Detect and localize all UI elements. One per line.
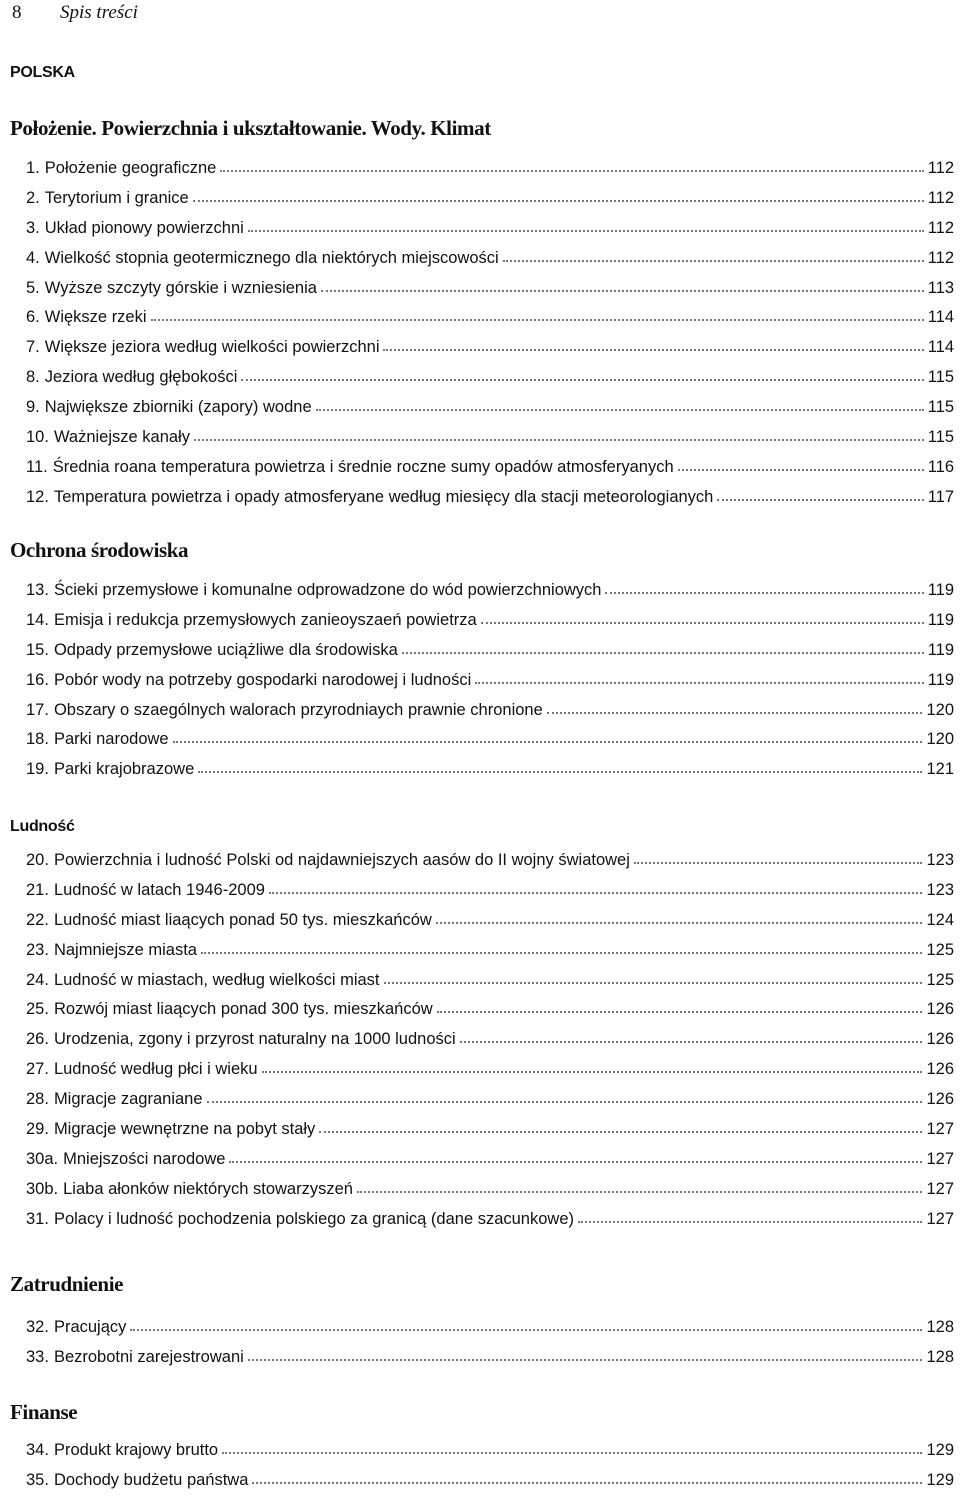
toc-entry-number: 32. — [26, 1318, 49, 1336]
toc-entry-number: 1. — [26, 159, 40, 177]
dot-leader — [248, 230, 924, 232]
toc-entry-number: 6. — [26, 308, 40, 327]
toc-entry[interactable] — [26, 1030, 954, 1060]
toc-entry-page: 115 — [927, 428, 954, 447]
toc-entry-number: 31. — [26, 1209, 49, 1228]
toc-entry[interactable] — [26, 308, 954, 338]
dot-leader — [130, 1329, 922, 1331]
toc-entry-page: 121 — [926, 760, 954, 779]
dot-leader — [717, 499, 923, 501]
dot-leader — [201, 952, 922, 954]
dot-leader — [173, 741, 923, 743]
section-entry-list — [26, 1318, 954, 1378]
toc-entry-page: 113 — [927, 278, 954, 297]
toc-entry-page: 119 — [927, 581, 954, 599]
toc-entry-title: Ścieki przemysłowe i komunalne odprowadzone do wód powierzchniowych — [53, 581, 602, 599]
toc-entry-label — [26, 611, 477, 630]
dot-leader — [316, 409, 924, 411]
toc-entry-number: 8. — [26, 368, 40, 387]
toc-entry-title: Bezrobotni zarejestrowani — [53, 1347, 244, 1366]
toc-entry-page: 120 — [926, 730, 954, 749]
toc-entry-page: 125 — [926, 940, 954, 959]
toc-entry-label — [26, 701, 543, 720]
toc-entry-page: 127 — [926, 1120, 954, 1139]
toc-entry-number: 22. — [26, 910, 49, 929]
toc-entry-page: 126 — [926, 1060, 954, 1079]
dot-leader — [193, 200, 924, 202]
toc-entry-title: Emisja i redukcja przemysłowych zanieoyszaeń powietrza — [53, 610, 477, 629]
toc-entry-title: Powierzchnia i ludność Polski od najdawniejszych aasów do II wojny światowej — [53, 851, 630, 869]
toc-entry-number: 24. — [26, 970, 49, 989]
toc-entry-title: Najmniejsze miasta — [53, 940, 197, 959]
dot-leader — [269, 892, 923, 894]
toc-entry-number: 20. — [26, 851, 49, 869]
toc-entry-page: 128 — [926, 1347, 954, 1366]
toc-entry-label — [26, 428, 190, 447]
toc-entry[interactable] — [26, 1180, 954, 1210]
dot-leader — [319, 1131, 922, 1133]
toc-entry-title: Większe rzeki — [44, 308, 147, 327]
toc-entry-label — [26, 368, 237, 387]
toc-entry-number: 26. — [26, 1030, 49, 1049]
toc-entry[interactable] — [26, 1120, 954, 1150]
toc-entry-title: Terytorium i granice — [44, 188, 189, 207]
toc-entry-title: Ludność w miastach, według wielkości miast — [53, 970, 380, 989]
toc-entry-label — [26, 851, 630, 870]
toc-entry-label — [26, 1441, 218, 1460]
dot-leader — [437, 1011, 923, 1013]
dot-leader — [605, 592, 923, 594]
toc-entry[interactable] — [26, 1441, 954, 1471]
dot-leader — [503, 260, 924, 262]
toc-entry[interactable] — [26, 398, 954, 428]
toc-entry-number: 7. — [26, 338, 40, 357]
toc-entry-title: Polacy i ludność pochodzenia polskiego za granicą (dane szacunkowe) — [53, 1209, 575, 1228]
toc-entry-page: 115 — [927, 368, 954, 387]
toc-entry-title: Układ pionowy powierzchni — [44, 218, 244, 237]
dot-leader — [678, 469, 924, 471]
section-heading: Położenie. Powierzchnia i ukształtowanie. Wody. Klimat — [10, 116, 491, 140]
toc-entry-title: Pobór wody na potrzeby gospodarki narodowej i ludności — [53, 670, 472, 689]
toc-entry-number: 2. — [26, 188, 40, 207]
toc-entry-page: 127 — [926, 1149, 954, 1168]
toc-entry-number: 15. — [26, 640, 49, 659]
toc-entry-title: Liaba ałonków niektórych stowarzyszeń — [63, 1179, 353, 1198]
section-entry-list — [26, 159, 954, 518]
toc-entry[interactable] — [26, 1000, 954, 1030]
toc-entry-label — [26, 1000, 433, 1019]
toc-entry-label — [26, 911, 432, 930]
toc-entry-page: 117 — [927, 487, 954, 506]
toc-entry-page: 128 — [926, 1318, 954, 1336]
toc-entry-title: Ludność w latach 1946-2009 — [53, 880, 265, 899]
toc-entry-number: 13. — [26, 581, 49, 599]
toc-entry[interactable] — [26, 730, 954, 760]
dot-leader — [222, 1452, 922, 1454]
toc-entry-label — [26, 641, 398, 660]
toc-entry[interactable] — [26, 671, 954, 701]
toc-entry-page: 119 — [927, 640, 954, 659]
toc-entry-label — [26, 458, 674, 477]
toc-entry-page: 116 — [927, 457, 954, 476]
toc-entry-label — [26, 1318, 126, 1337]
toc-entry-label — [26, 488, 713, 507]
toc-entry-number: 30a. — [26, 1149, 59, 1168]
toc-entry-label — [26, 1030, 456, 1049]
toc-entry[interactable] — [26, 249, 954, 279]
toc-entry-page: 126 — [926, 1090, 954, 1109]
toc-entry-label — [26, 219, 244, 238]
toc-entry-label — [26, 971, 380, 990]
dot-leader — [357, 1191, 923, 1193]
section-heading: Ludność — [10, 818, 75, 835]
dot-leader — [252, 1482, 922, 1484]
toc-entry-title: Migracje zagraniane — [53, 1090, 203, 1109]
toc-entry-label — [26, 1348, 244, 1367]
dot-leader — [207, 1101, 923, 1103]
dot-leader — [578, 1221, 922, 1223]
toc-entry-page: 129 — [926, 1470, 954, 1489]
toc-entry-title: Średnia roana temperatura powietrza i średnie roczne sumy opadów atmosferyanych — [52, 457, 674, 476]
toc-entry-title: Jeziora według głębokości — [44, 368, 238, 387]
page-header — [12, 0, 138, 26]
dot-leader — [436, 922, 923, 924]
toc-entry[interactable] — [26, 488, 954, 518]
toc-entry-number: 35. — [26, 1470, 49, 1489]
toc-entry-label — [26, 249, 499, 268]
toc-entry-title: Wyższe szczyty górskie i wzniesienia — [44, 278, 317, 297]
toc-entry-number: 28. — [26, 1090, 49, 1109]
dot-leader — [248, 1359, 923, 1361]
toc-entry[interactable] — [26, 911, 954, 941]
toc-entry-number: 14. — [26, 610, 49, 629]
toc-entry-page: 126 — [926, 1000, 954, 1019]
toc-entry[interactable] — [26, 1471, 954, 1501]
toc-entry-page: 114 — [927, 338, 954, 357]
dot-leader — [241, 379, 923, 381]
dot-leader — [384, 982, 923, 984]
toc-entry-number: 23. — [26, 940, 49, 959]
toc-entry-number: 19. — [26, 760, 49, 779]
toc-entry-label — [26, 1150, 225, 1169]
toc-entry-page: 123 — [926, 851, 954, 869]
toc-entry-title: Migracje wewnętrzne na pobyt stały — [53, 1120, 316, 1139]
toc-entry[interactable] — [26, 701, 954, 731]
toc-entry-title: Urodzenia, zgony i przyrost naturalny na 1000 ludności — [53, 1030, 456, 1049]
page-number: 8 — [12, 2, 22, 23]
toc-entry-number: 5. — [26, 278, 40, 297]
section-heading: Ochrona środowiska — [10, 538, 189, 562]
toc-entry-number: 29. — [26, 1120, 49, 1139]
toc-entry[interactable] — [26, 219, 954, 249]
dot-leader — [198, 771, 922, 773]
toc-entry[interactable] — [26, 881, 954, 911]
toc-entry-label — [26, 1180, 353, 1199]
toc-entry[interactable] — [26, 189, 954, 219]
toc-entry-title: Rozwój miast liaących ponad 300 tys. mieszkańców — [53, 1000, 433, 1019]
toc-entry-page: 119 — [927, 670, 954, 689]
toc-entry-number: 10. — [26, 428, 49, 447]
toc-entry-number: 18. — [26, 730, 49, 749]
toc-entry-number: 12. — [26, 487, 49, 506]
dot-leader — [220, 170, 923, 172]
toc-entry[interactable] — [26, 971, 954, 1001]
toc-entry-title: Wielkość stopnia geotermicznego dla niektórych miejscowości — [44, 248, 499, 267]
toc-entry-page: 123 — [926, 880, 954, 899]
toc-entry-title: Dochody budżetu państwa — [53, 1470, 249, 1489]
toc-entry-title: Temperatura powietrza i opady atmosferyane według miesięcy dla stacji meteorologianych — [53, 487, 714, 506]
toc-entry[interactable] — [26, 1348, 954, 1378]
toc-entry[interactable] — [26, 1150, 954, 1180]
toc-entry[interactable] — [26, 1210, 954, 1240]
toc-entry-label — [26, 1060, 258, 1079]
toc-entry-label — [26, 881, 265, 900]
toc-entry[interactable] — [26, 368, 954, 398]
toc-entry[interactable] — [26, 581, 954, 611]
toc-entry-number: 17. — [26, 700, 49, 719]
toc-entry[interactable] — [26, 159, 954, 189]
dot-leader — [481, 622, 924, 624]
toc-entry-page: 112 — [927, 188, 954, 207]
toc-entry[interactable] — [26, 611, 954, 641]
section-entry-list — [26, 1441, 954, 1501]
toc-entry[interactable] — [26, 428, 954, 458]
toc-entry-label — [26, 1090, 203, 1109]
toc-entry-page: 129 — [926, 1441, 954, 1459]
section-entry-list — [26, 581, 954, 790]
toc-entry[interactable] — [26, 1318, 954, 1348]
toc-entry-number: 11. — [26, 457, 48, 476]
toc-entry-title: Pracujący — [53, 1318, 127, 1336]
section-entry-list — [26, 851, 954, 1240]
toc-entry[interactable] — [26, 279, 954, 309]
toc-entry-label — [26, 308, 147, 327]
dot-leader — [383, 349, 923, 351]
toc-entry-page: 112 — [927, 218, 954, 237]
toc-entry-number: 21. — [26, 880, 49, 899]
toc-entry-page: 127 — [926, 1209, 954, 1228]
country-heading: POLSKA — [10, 64, 75, 81]
toc-entry[interactable] — [26, 1060, 954, 1090]
toc-entry-title: Parki krajobrazowe — [53, 760, 195, 779]
toc-entry-title: Produkt krajowy brutto — [53, 1441, 219, 1459]
toc-entry-number: 16. — [26, 670, 49, 689]
toc-entry-label — [26, 730, 169, 749]
toc-entry-number: 4. — [26, 248, 40, 267]
section-heading: Zatrudnienie — [10, 1272, 124, 1296]
section-heading: Finanse — [10, 1400, 78, 1424]
toc-entry[interactable] — [26, 641, 954, 671]
toc-entry-number: 25. — [26, 1000, 49, 1019]
toc-entry-page: 112 — [927, 159, 954, 177]
toc-entry-label — [26, 1471, 248, 1490]
toc-entry-number: 34. — [26, 1441, 49, 1459]
dot-leader — [194, 439, 924, 441]
toc-entry-label — [26, 398, 312, 417]
dot-leader — [460, 1041, 923, 1043]
toc-entry-page: 114 — [927, 308, 954, 327]
toc-entry-page: 120 — [926, 700, 954, 719]
toc-entry-page: 125 — [926, 970, 954, 989]
dot-leader — [262, 1071, 923, 1073]
dot-leader — [547, 712, 923, 714]
dot-leader — [475, 682, 923, 684]
toc-entry-title: Większe jeziora według wielkości powierzchni — [44, 338, 380, 357]
toc-entry-title: Parki narodowe — [53, 730, 169, 749]
toc-entry-title: Położenie geograficzne — [44, 159, 217, 177]
toc-entry-page: 115 — [927, 398, 954, 417]
toc-entry-page: 112 — [927, 248, 954, 267]
toc-entry-label — [26, 189, 189, 208]
toc-entry[interactable] — [26, 851, 954, 881]
toc-entry-title: Mniejszości narodowe — [63, 1149, 226, 1168]
toc-entry-number: 30b. — [26, 1179, 59, 1198]
toc-entry-number: 33. — [26, 1347, 49, 1366]
toc-entry-number: 3. — [26, 218, 40, 237]
toc-entry-title: Odpady przemysłowe uciążliwe dla środowiska — [53, 640, 398, 659]
toc-entry-title: Ludność miast liaących ponad 50 tys. mieszkańców — [53, 910, 432, 929]
toc-entry-title: Ludność według płci i wieku — [53, 1060, 258, 1079]
toc-entry-number: 9. — [26, 398, 40, 417]
toc-entry-label — [26, 671, 471, 690]
dot-leader — [321, 290, 924, 292]
toc-entry-number: 27. — [26, 1060, 49, 1079]
toc-entry-label — [26, 159, 216, 178]
toc-entry-label — [26, 279, 317, 298]
toc-entry-label — [26, 581, 601, 600]
dot-leader — [229, 1161, 922, 1163]
dot-leader — [634, 862, 923, 864]
toc-entry[interactable] — [26, 1090, 954, 1120]
toc-entry-label — [26, 941, 197, 960]
dot-leader — [402, 652, 924, 654]
toc-entry-page: 124 — [926, 910, 954, 929]
toc-entry-page: 126 — [926, 1030, 954, 1049]
toc-entry[interactable] — [26, 338, 954, 368]
toc-entry-page: 119 — [927, 610, 954, 629]
toc-entry-page: 127 — [926, 1179, 954, 1198]
toc-entry-label — [26, 338, 379, 357]
toc-entry-title: Ważniejsze kanały — [53, 428, 190, 447]
toc-entry-title: Największe zbiorniki (zapory) wodne — [44, 398, 312, 417]
toc-entry-label — [26, 1120, 315, 1139]
toc-entry[interactable] — [26, 941, 954, 971]
toc-entry-title: Obszary o szaególnych walorach przyrodniaych prawnie chronione — [53, 700, 543, 719]
running-title: Spis treści — [60, 2, 138, 23]
dot-leader — [151, 319, 924, 321]
toc-entry[interactable] — [26, 760, 954, 790]
toc-entry-label — [26, 760, 194, 779]
toc-entry-label — [26, 1210, 574, 1229]
toc-entry[interactable] — [26, 458, 954, 488]
